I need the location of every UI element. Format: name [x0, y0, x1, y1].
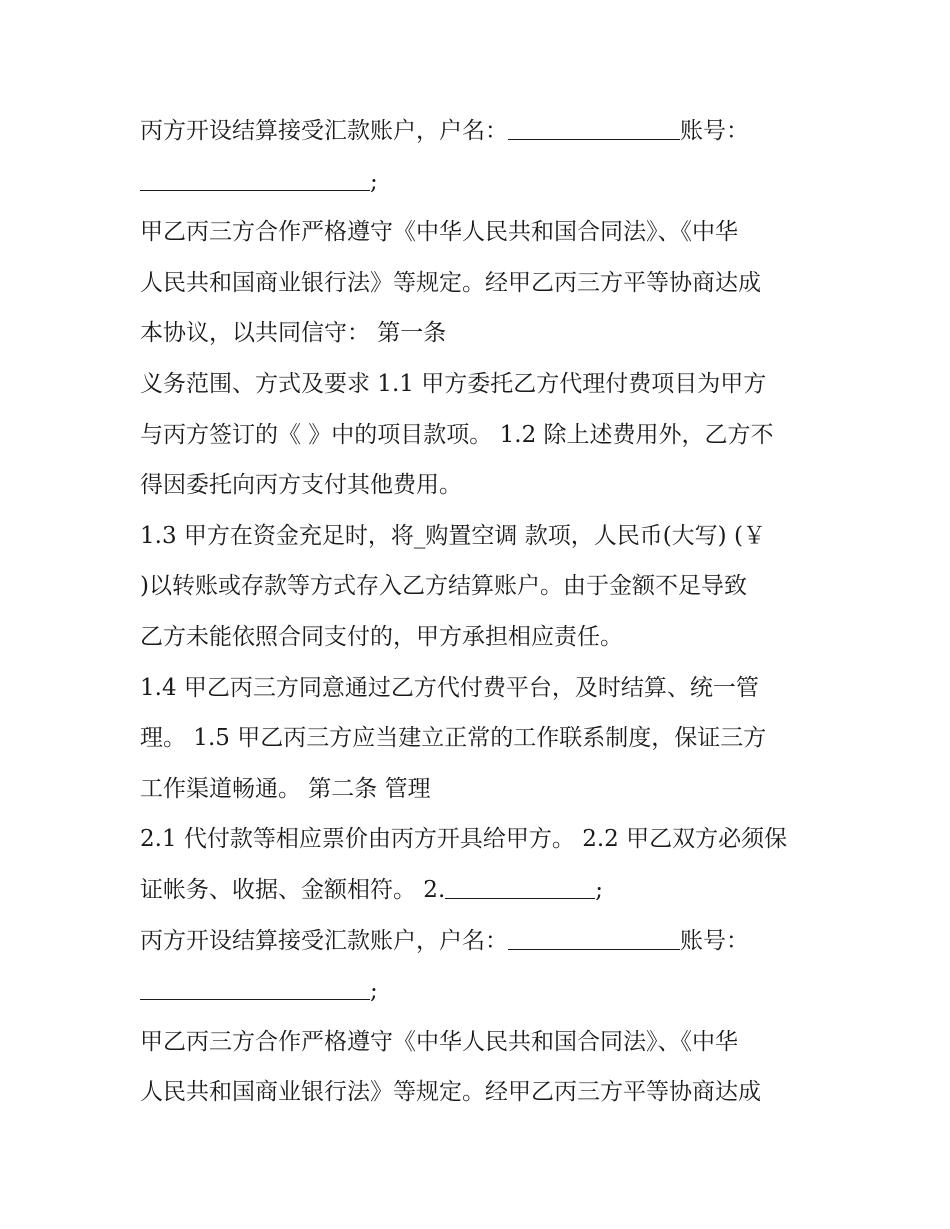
text-line: [140, 106, 820, 157]
text-line: [140, 207, 820, 258]
text-line: [140, 410, 820, 461]
text-line: [140, 258, 820, 309]
text-line: [140, 713, 820, 764]
line-text: 工作渠道畅通。 第二条 管理: [140, 775, 431, 802]
line-text: 证帐务、收据、金额相符。 2.: [140, 876, 446, 903]
line-text: )以转账或存款等方式存入乙方结算账户。由于金额不足导致: [140, 573, 747, 600]
line-text: 1.3 甲方在资金充足时，将_购置空调 款项，人民币(大写) (￥: [140, 522, 766, 549]
line-text: 本协议，以共同信守： 第一条: [140, 320, 447, 347]
text-line: [140, 359, 820, 410]
line-text: 丙方开设结算接受汇款账户，户名：: [140, 927, 508, 954]
line-text: 人民共和国商业银行法》等规定。经甲乙丙三方平等协商达成: [140, 269, 761, 296]
line-text: 甲乙丙三方合作严格遵守《中华人民共和国合同法》、《中华: [140, 219, 738, 246]
line-text: ;: [370, 168, 378, 195]
line-text: 2.1 代付款等相应票价由丙方开具给甲方。 2.2 甲乙双方必须保: [140, 826, 788, 853]
line-text: ;: [370, 978, 378, 1005]
line-text: 账号：: [680, 118, 749, 144]
line-text: 得因委托向丙方支付其他费用。: [140, 472, 462, 499]
text-line: [140, 460, 820, 511]
text-line: [140, 612, 820, 663]
text-line: [140, 1017, 820, 1068]
line-text: 丙方开设结算接受汇款账户，户名：: [140, 118, 508, 144]
line-text: ;: [595, 876, 604, 903]
account-number-blank: [140, 168, 370, 191]
text-line: [140, 157, 820, 208]
line-text: 账号：: [680, 927, 749, 954]
line-text: 1.4 甲乙丙三方同意通过乙方代付费平台，及时结算、统一管: [140, 674, 759, 701]
line-text: 甲乙丙三方合作严格遵守《中华人民共和国合同法》、《中华: [140, 1028, 738, 1055]
text-line: [140, 764, 820, 815]
text-line: [140, 814, 820, 865]
text-line: [140, 511, 820, 562]
account-name-blank: [508, 117, 680, 140]
line-text: 乙方未能依照合同支付的，甲方承担相应责任。: [140, 623, 623, 650]
item-blank: [445, 876, 595, 899]
text-line: [140, 916, 820, 967]
account-number-blank: [140, 977, 370, 1000]
text-line: [140, 561, 820, 612]
text-line: [140, 966, 820, 1017]
line-text: 义务范围、方式及要求 1.1 甲方委托乙方代理付费项目为甲方: [140, 370, 767, 397]
text-line: [140, 663, 820, 714]
line-text: 与丙方签订的《 》中的项目款项。 1.2 除上述费用外，乙方不: [140, 421, 774, 448]
line-text: 人民共和国商业银行法》等规定。经甲乙丙三方平等协商达成: [140, 1079, 761, 1106]
line-text: 理。 1.5 甲乙丙三方应当建立正常的工作联系制度，保证三方: [140, 725, 767, 752]
text-line: [140, 1067, 820, 1118]
text-line: [140, 308, 820, 359]
account-name-blank: [508, 927, 680, 950]
document-body: [140, 106, 820, 1118]
text-line: [140, 865, 820, 916]
